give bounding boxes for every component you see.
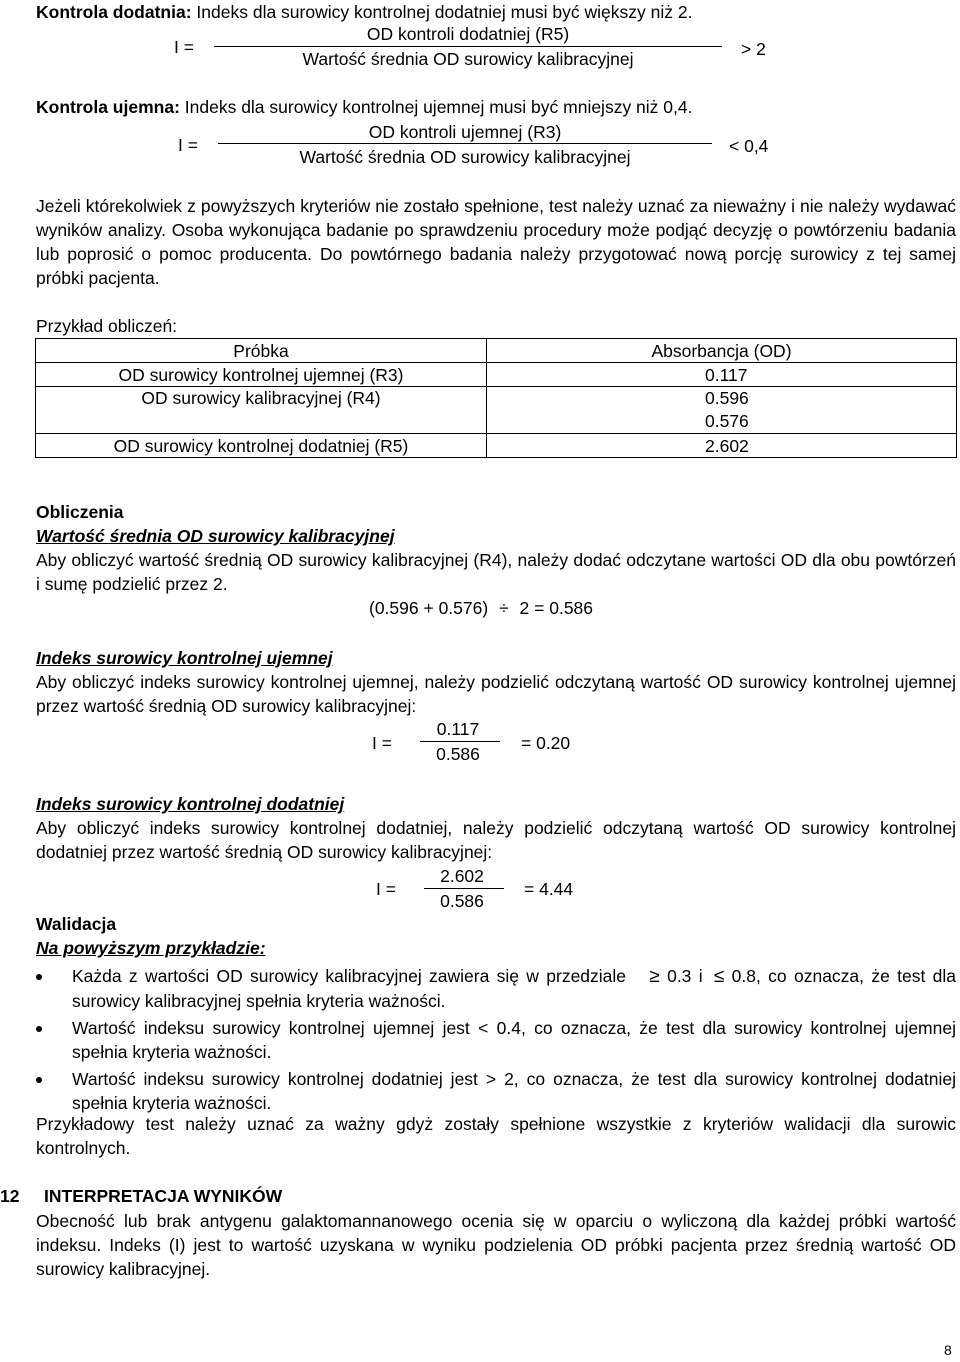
positive-index-paragraph: Aby obliczyć indeks surowicy kontrolnej dodatniej, należy podzielić odczytaną wartość OD surowicy kontrolnej dodatniej przez wartość średnią OD surowicy kalibracyjnej: <box>36 818 956 862</box>
formula2-numerator: OD kontroli ujemnej (R3) <box>368 122 562 142</box>
pos-formula-denominator: 0.586 <box>440 891 484 911</box>
bullet-icon <box>36 1077 42 1083</box>
less-equal-icon: ≤ <box>713 966 725 987</box>
section-paragraph: Obecność lub brak antygenu galaktomannanowego ocenia się w oparciu o wyliczoną dla każdej próbki wartość indeksu. Indeks (I) jest to wartość uzyskana w wyniku podzielenia OD próbki pacjenta przez średnią wartość OD surowicy kalibracyjnej. <box>36 1211 956 1279</box>
section-number: 12 <box>0 1186 20 1206</box>
mean-formula <box>369 596 593 620</box>
row-value: 0.596 <box>705 388 749 408</box>
list-item: Wartość indeksu surowicy kontrolnej ujemnej jest < 0.4, co oznacza, że test dla surowicy kontrolnej ujemnej spełnia kryteria ważności. <box>36 1016 956 1064</box>
formula1-numerator: OD kontroli dodatniej (R5) <box>366 24 570 44</box>
validation-conclusion: Przykładowy test należy uznać za ważny gdyż zostały spełnione wszystkie z kryteriów walidacji dla surowic kontrolnych. <box>36 1114 956 1158</box>
division-icon: ÷ <box>499 598 509 618</box>
negative-control-title: Kontrola ujemna: <box>36 97 180 117</box>
pos-formula-lhs: I = <box>376 879 396 899</box>
invalid-test-paragraph: Jeżeli którekolwiek z powyższych kryteriów nie zostało spełnione, test należy uznać za nieważny i nie należy wydawać wyników analizy. Osoba wykonująca badanie po sprawdzeniu procedury może podjąć decyzję o powtórzeniu badania lub poprosić o pomoc producenta. Do powtórnego badania należy przygotować nową porcję surowicy z tej samej próbki pacjenta. <box>36 196 956 288</box>
row-values <box>487 387 957 434</box>
negative-index-heading: Indeks surowicy kontrolnej ujemnej <box>36 648 333 668</box>
mean-paragraph: Aby obliczyć wartość średnią OD surowicy kalibracyjnej (R4), należy dodać odczytane wartości OD dla obu powtórzeń i sumę podzielić przez 2. <box>36 550 956 594</box>
positive-control-line <box>36 0 692 24</box>
calc-title: Obliczenia <box>36 502 124 522</box>
example-table <box>35 338 957 458</box>
row-value-2: 0.576 <box>705 411 749 431</box>
mean-formula-sum: (0.596 + 0.576) <box>369 598 489 618</box>
row-value: 2.602 <box>487 434 957 458</box>
negative-control-text: Indeks dla surowicy kontrolnej ujemnej musi być mniejszy niż 0,4. <box>179 97 693 117</box>
formula2-rhs: < 0,4 <box>729 136 769 156</box>
bullet-icon <box>36 1026 42 1032</box>
page-number: 8 <box>944 1342 952 1358</box>
list-item: Każda z wartości OD surowicy kalibracyjnej zawiera się w przedziale ≥ 0.3 i ≤ 0.8, co oznacza, że test dla surowicy kalibracyjnej spełnia kryteria ważności. <box>36 964 956 1013</box>
positive-control-text: Indeks dla surowicy kontrolnej dodatniej musi być większy niż 2. <box>191 2 693 22</box>
row-sample: OD surowicy kalibracyjnej (R4) <box>36 387 487 434</box>
formula1-rhs: > 2 <box>741 39 766 59</box>
mean-heading: Wartość średnia OD surowicy kalibracyjnej <box>36 526 395 546</box>
formula1-denominator: Wartość średnia OD surowicy kalibracyjnej <box>302 49 634 69</box>
section-title: INTERPRETACJA WYNIKÓW <box>44 1186 283 1206</box>
negative-control-line <box>36 95 692 119</box>
negative-index-paragraph: Aby obliczyć indeks surowicy kontrolnej ujemnej, należy podzielić odczytaną wartość OD surowicy kontrolnej ujemnej przez wartość średnią OD surowicy kalibracyjnej: <box>36 672 956 716</box>
neg-formula-lhs: I = <box>372 733 392 753</box>
pos-formula-rhs: = 4.44 <box>524 879 574 899</box>
formula2-denominator: Wartość średnia OD surowicy kalibracyjnej <box>299 147 631 167</box>
row-value: 0.117 <box>487 363 957 387</box>
bullet-icon <box>36 974 42 980</box>
positive-index-heading: Indeks surowicy kontrolnej dodatniej <box>36 794 345 814</box>
formula2-lhs: I = <box>178 135 198 155</box>
neg-formula-numerator: 0.117 <box>436 719 480 739</box>
positive-control-title: Kontrola dodatnia: <box>36 2 192 22</box>
neg-formula-denominator: 0.586 <box>436 744 480 764</box>
header-sample: Próbka <box>36 339 487 363</box>
header-absorbance: Absorbancja (OD) <box>487 339 957 363</box>
validation-title: Walidacja <box>36 914 117 934</box>
greater-equal-icon: ≥ <box>649 966 660 987</box>
pos-formula-numerator: 2.602 <box>440 866 484 886</box>
formula2-fraction-bar <box>218 143 712 144</box>
neg-formula-rhs: = 0.20 <box>521 733 571 753</box>
list-item: Wartość indeksu surowicy kontrolnej dodatniej jest > 2, co oznacza, że test dla surowicy kontrolnej dodatniej spełnia kryteria ważności. <box>36 1067 956 1115</box>
table-row <box>36 363 957 387</box>
validation-subtitle: Na powyższym przykładzie: <box>36 938 266 958</box>
table-row <box>36 387 957 434</box>
example-title: Przykład obliczeń: <box>36 316 178 336</box>
table-header-row <box>36 339 957 363</box>
table-row <box>36 434 957 458</box>
formula1-lhs: I = <box>174 37 194 57</box>
validation-list <box>36 964 956 1115</box>
row-sample: OD surowicy kontrolnej dodatniej (R5) <box>36 434 487 458</box>
mean-formula-result: 2 = 0.586 <box>519 598 594 618</box>
row-sample: OD surowicy kontrolnej ujemnej (R3) <box>36 363 487 387</box>
